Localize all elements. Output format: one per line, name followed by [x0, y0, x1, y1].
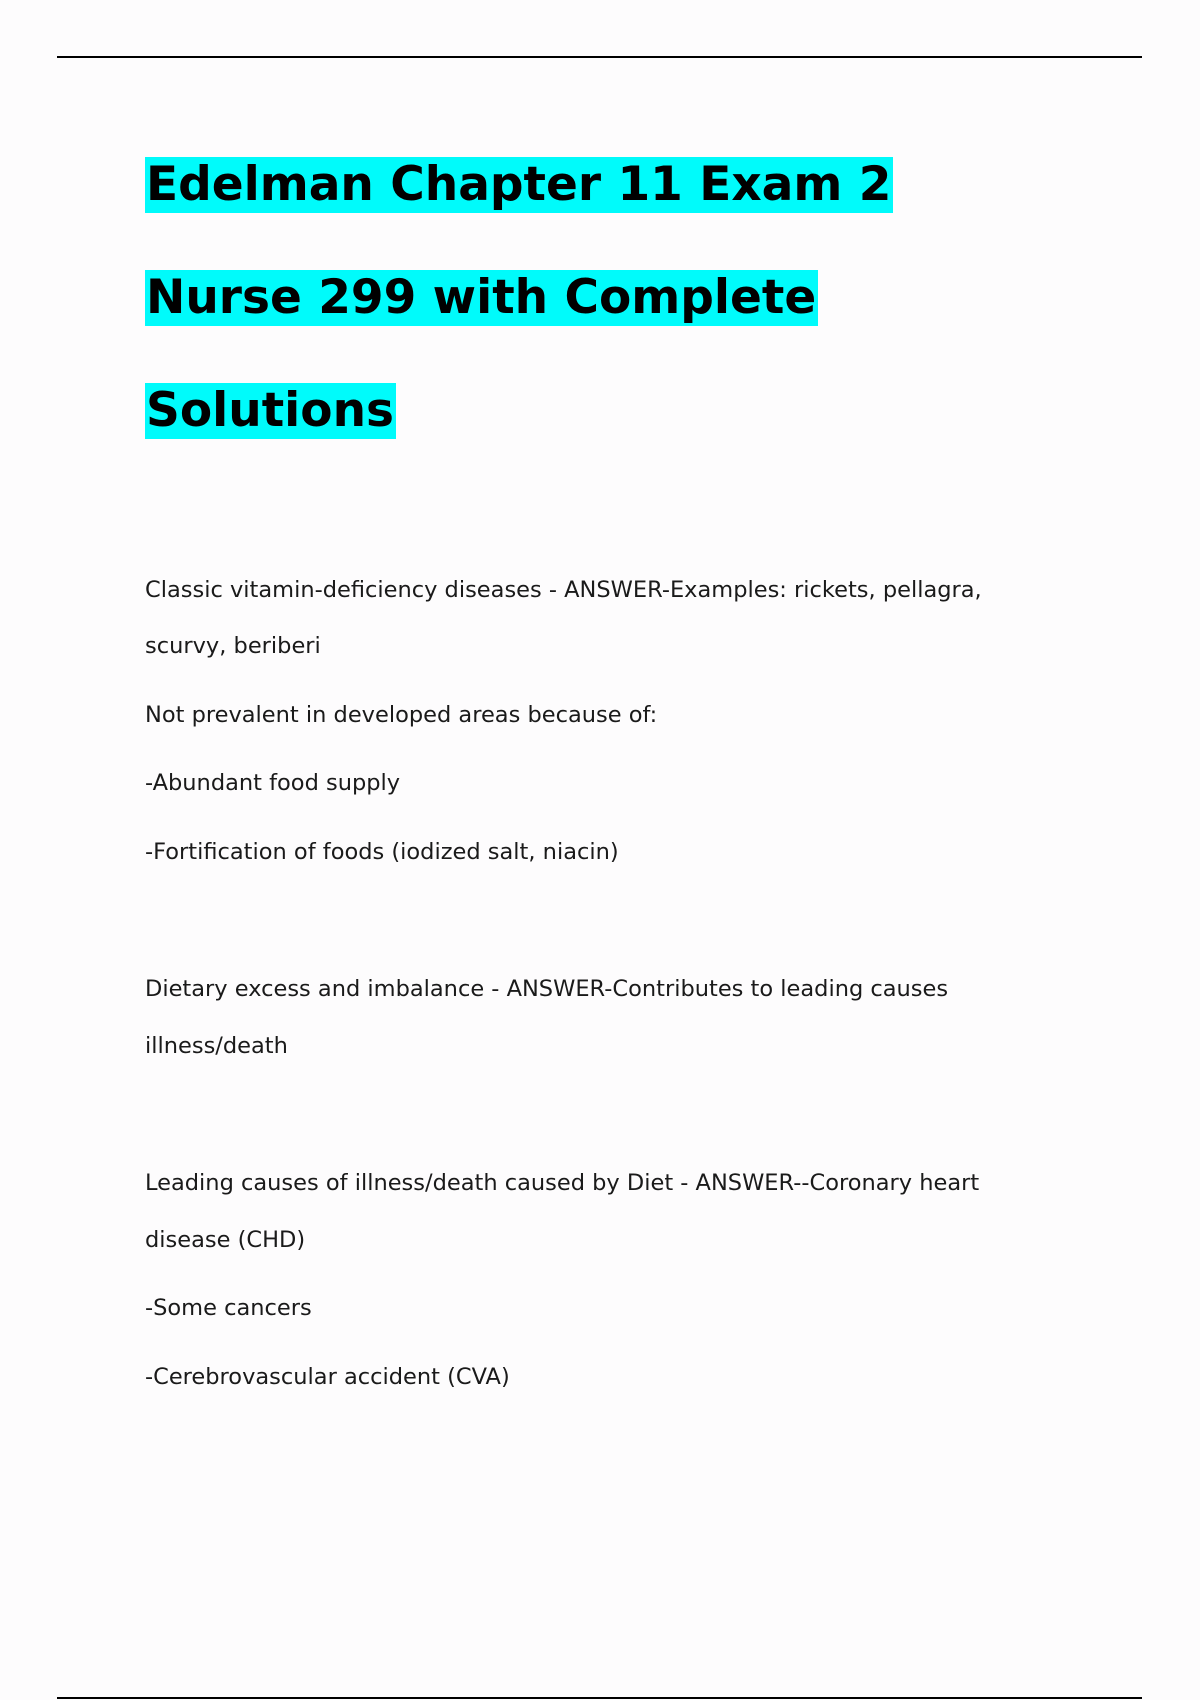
header-rule [57, 56, 1142, 58]
entry-1-question-line-2: scurvy, beriberi [145, 633, 321, 659]
entry-1-answer-line-1: Not prevalent in developed areas because of: [145, 702, 658, 728]
title-highlight-1: Edelman Chapter 11 Exam 2 [146, 157, 892, 212]
entry-1-answer-line-3: -Fortification of foods (iodized salt, niacin) [145, 839, 619, 865]
document-title-line-2 [145, 270, 818, 326]
title-highlight-2: Nurse 299 with Complete [146, 270, 817, 325]
entry-3-question-line-2: disease (CHD) [145, 1227, 306, 1253]
document-title-line-1 [145, 157, 893, 213]
entry-2-question-line-2: illness/death [145, 1033, 288, 1059]
entry-1-question-line-1: Classic vitamin-deficiency diseases - ANSWER-Examples: rickets, pellagra, [145, 577, 982, 603]
document-title-line-3 [145, 383, 396, 439]
entry-1-answer-line-2: -Abundant food supply [145, 770, 401, 796]
footer-rule [57, 1697, 1142, 1699]
title-highlight-3: Solutions [146, 383, 395, 438]
entry-3-answer-line-2: -Cerebrovascular accident (CVA) [145, 1364, 510, 1390]
entry-3-answer-line-1: -Some cancers [145, 1295, 312, 1321]
entry-3-question-line-1: Leading causes of illness/death caused by Diet - ANSWER--Coronary heart [145, 1170, 980, 1196]
entry-2-question-line-1: Dietary excess and imbalance - ANSWER-Contributes to leading causes [145, 976, 949, 1002]
